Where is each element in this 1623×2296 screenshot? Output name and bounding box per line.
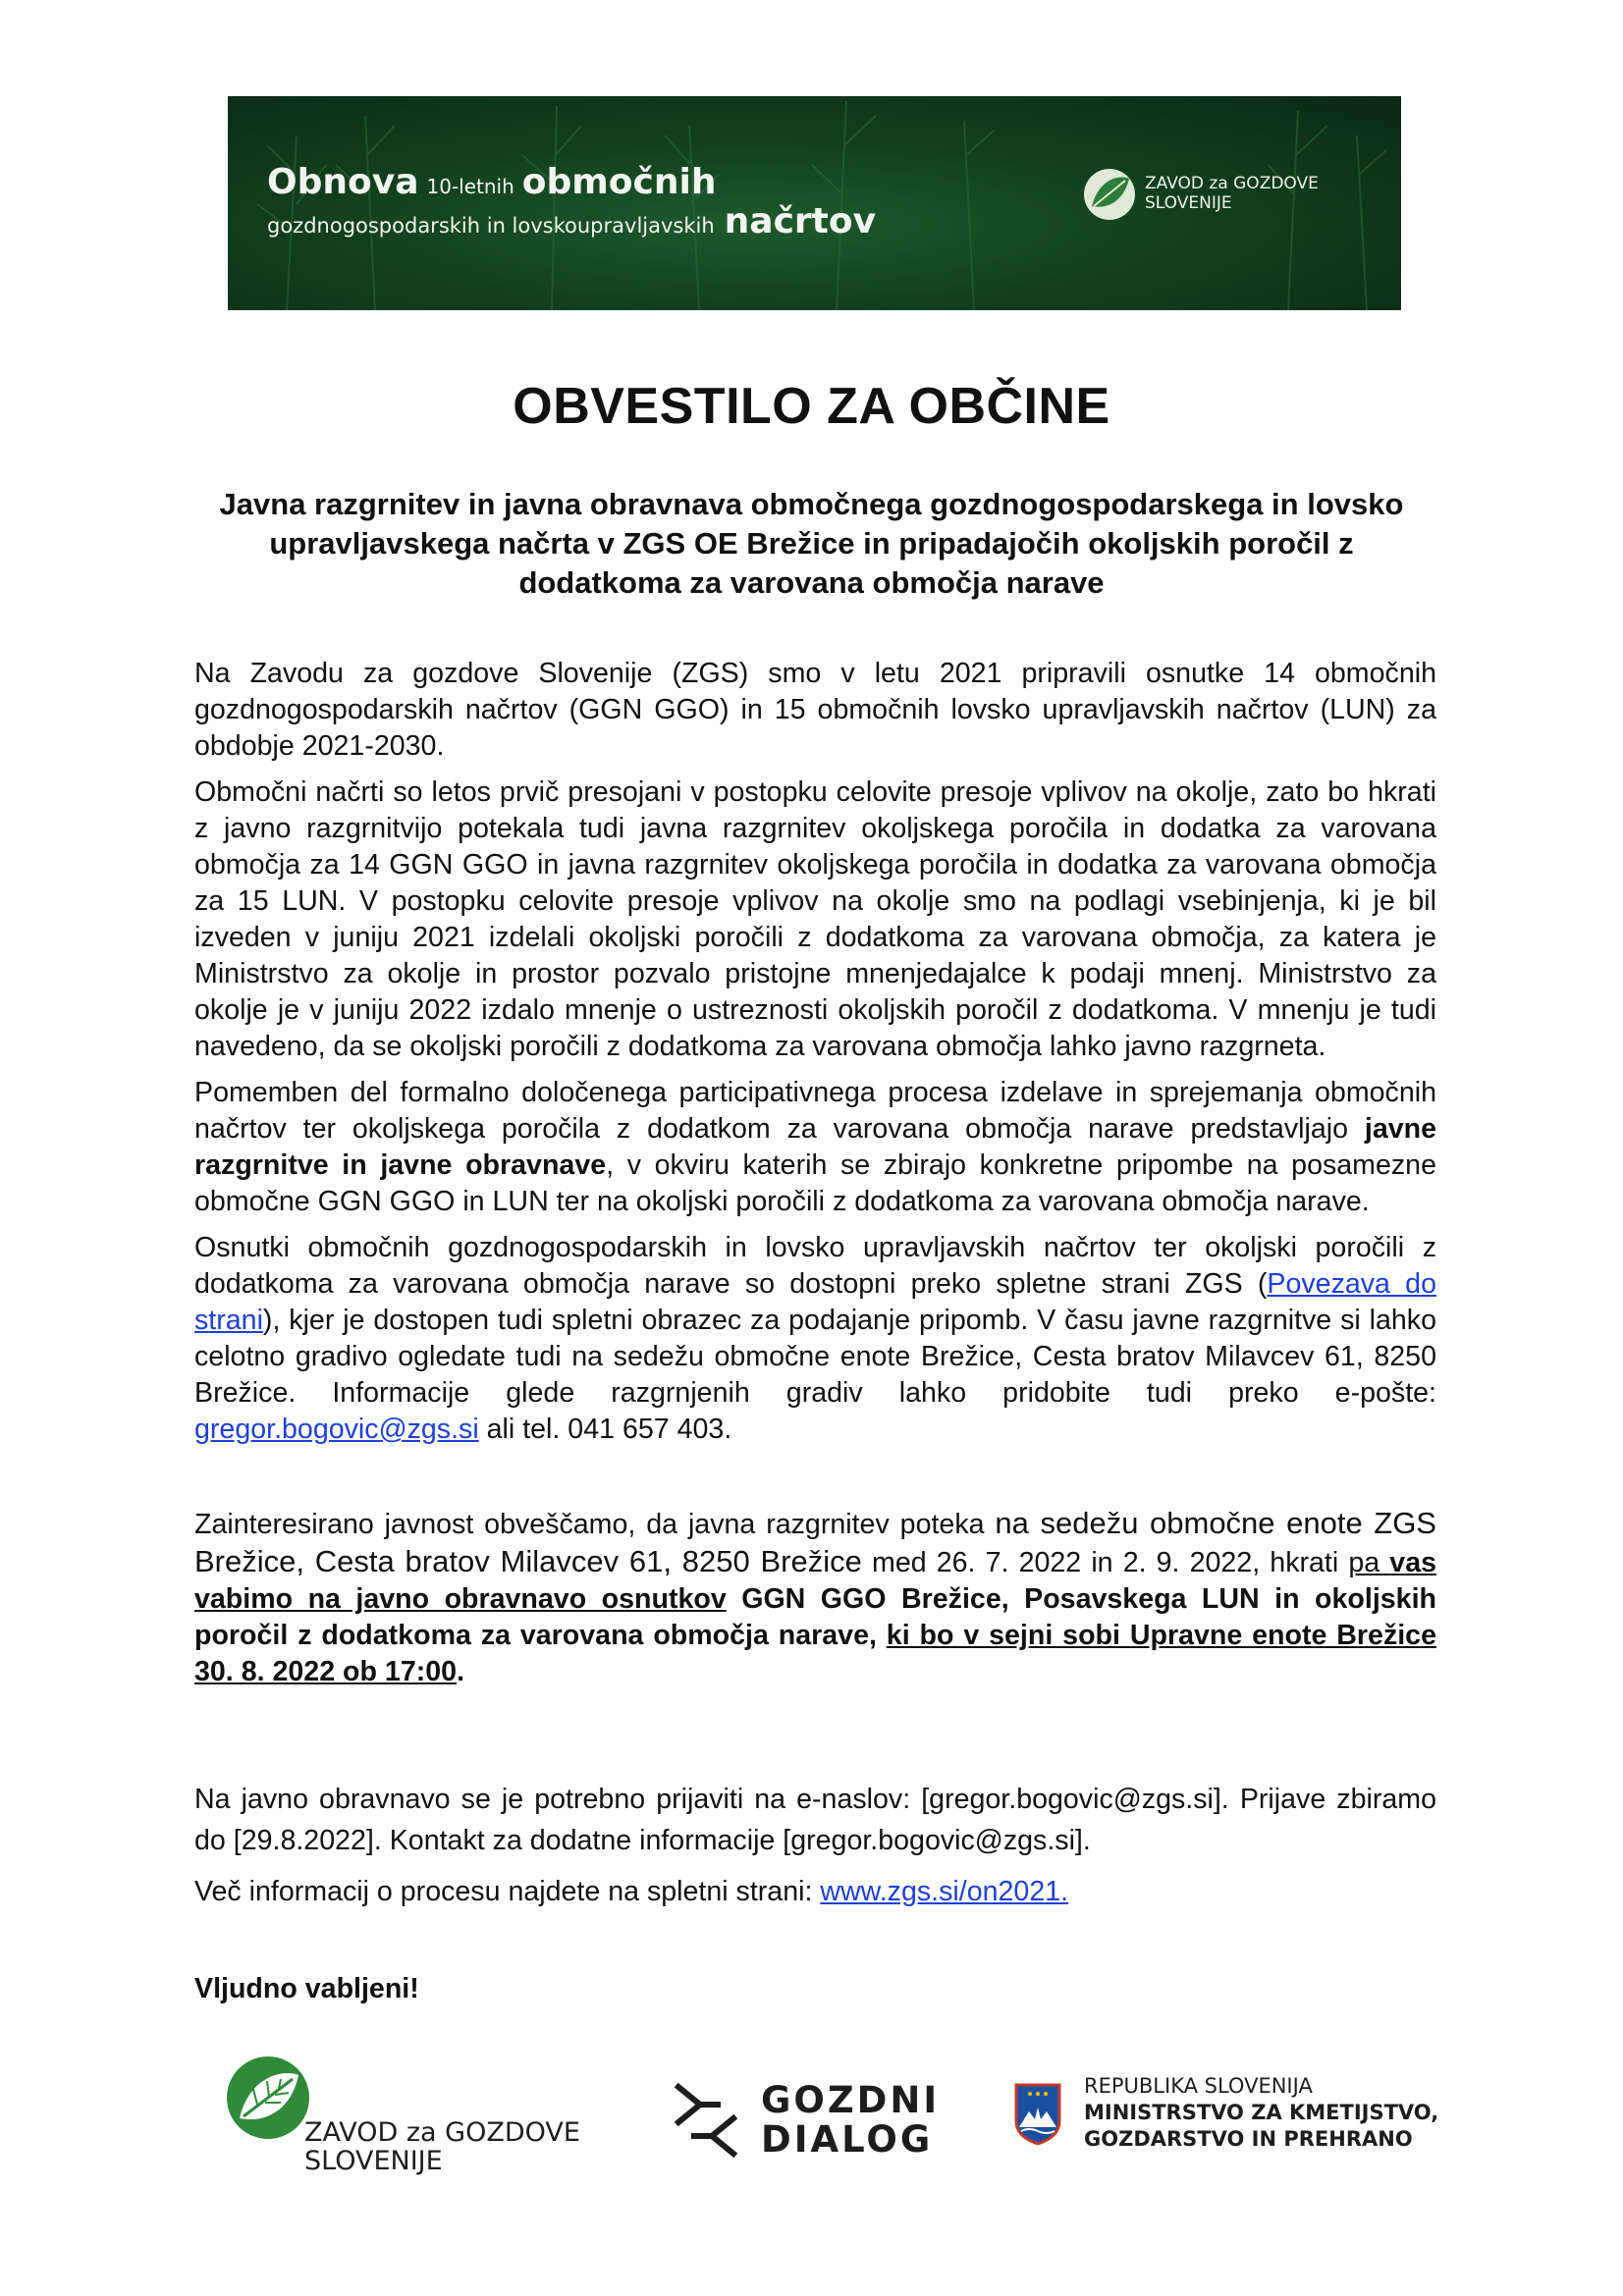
text-span: med 26. 7. 2022 in 2. 9. 2022, hkrati [861, 1547, 1349, 1578]
registration-section [194, 1779, 1436, 1922]
paragraph-participation [194, 1075, 1436, 1220]
banner-zgs-logo [1082, 167, 1319, 222]
header-banner [228, 96, 1401, 310]
banner-word-10-letnih: 10-letnih [426, 175, 514, 198]
text-span: Pomemben del formalno določenega participativnega procesa izdelave in sprejemanja območnih načrtov ter okoljskega poročila z dodatkom za varovana območja narave predstavljajo [194, 1077, 1436, 1145]
arrows-logo-icon [675, 2081, 737, 2160]
more-info [194, 1871, 1436, 1912]
paragraph-access [194, 1230, 1436, 1448]
registration-text: Na javno obravnavo se je potrebno prijaviti na e-naslov: [gregor.bogovic@zgs.si]. Prijave zbiramo do [29.8.2022]. Kontakt za dodatne informacije [gregor.bogovic@zgs.si]. [194, 1784, 1436, 1856]
ministry-line3: GOZDARSTVO IN PREHRANO [1084, 2127, 1413, 2151]
body-text [194, 656, 1436, 1700]
invitation-bold: vas vabimo na javno obravnavo osnutkov [194, 1547, 1437, 1615]
meeting-time: ki bo v sejni sobi Upravne enote Brežice 30. 8. 2022 ob 17:00 [194, 1620, 1436, 1687]
text-span: , v okviru katerih se zbirajo konkretne pripombe na posamezne območne GGN GGO in LUN ter na okoljski poročili z dodatkoma za varovana območja narave. [194, 1149, 1436, 1217]
coat-of-arms-icon [1013, 2082, 1062, 2145]
text-span: Več informacij o procesu najdete na spletni strani: [194, 1876, 821, 1907]
banner-word-obmocnih: območnih [521, 162, 717, 202]
gozdni-dialog-logo [675, 2081, 940, 2160]
ministry-line1: REPUBLIKA SLOVENIJA [1084, 2074, 1313, 2098]
underlined-text: pa [1348, 1547, 1390, 1578]
ministry-line2: MINISTRSTVO ZA KMETIJSTVO, [1084, 2101, 1439, 2124]
website-link[interactable]: www.zgs.si/on2021. [820, 1876, 1069, 1907]
leaf-logo-icon [224, 2054, 312, 2142]
page-subtitle: Javna razgrnitev in javna obravnava območnega gozdnogospodarskega in lovsko upravljavskega načrta v ZGS OE Brežice in pripadajočih okoljskih poročil z dodatkoma za varovana območja narave [219, 487, 1404, 600]
page-title: OBVESTILO ZA OBČINE [513, 378, 1110, 435]
leaf-logo-icon [1082, 167, 1137, 222]
paragraph-assessment: Območni načrti so letos prvič presojani v postopku celovite presoje vplivov na okolje, zato bo hkrati z javno razgrnitvijo potekala tudi javna razgrnitev okoljskega poročila in dodatka za varovana območja za 14 GGN GGO in javna razgrnitev okoljskega poročila in dodatka za varovana območja za 15 LUN. V postopku celovite presoje vplivov na okolje smo na podlagi vsebinjenja, ki je bil izveden v juniju 2021 izdelali okoljski poročili z dodatkoma za varovana območja, za katera je Ministrstvo za okolje in prostor pozvalo pristojne mnenjedajalce k podaji mnenj. Ministrstvo za okolje je v juniju 2022 izdalo mnenje o ustreznosti okoljskih poročil z dodatkoma. V mnenju je tudi navedeno, da se okoljski poročili z dodatkoma za varovana območja lahko javno razgrneta. [194, 776, 1436, 1062]
bold-text: javne razgrnitve in javne obravnave [194, 1113, 1436, 1181]
closing-text: Vljudno vabljeni! [194, 1973, 419, 2004]
banner-title [267, 162, 877, 241]
dialog-line2: DIALOG [761, 2118, 934, 2161]
text-span: Osnutki območnih gozdnogospodarskih in lovsko upravljavskih načrtov ter okoljski poročili z dodatkoma za varovana območja narave so dostopni preko spletne strani ZGS ( [194, 1232, 1436, 1300]
banner-word-nacrtov: načrtov [724, 201, 877, 241]
zgs-footer-logo [224, 2054, 580, 2176]
zgs-footer-line2: SLOVENIJE [304, 2146, 443, 2176]
ministry-logo [1013, 2073, 1438, 2153]
dialog-line1: GOZDNI [761, 2079, 941, 2121]
text-span: ali tel. 041 657 403. [478, 1414, 732, 1445]
banner-subline: gozdnogospodarskih in lovskoupravljavskih [267, 214, 715, 238]
banner-logo-line1: ZAVOD za GOZDOVE [1145, 174, 1319, 194]
bold-text: GGN GGO Brežice, Posavskega LUN in okoljskih poročil z dodatkoma za varovana območja narave, [194, 1583, 1436, 1651]
email-link[interactable]: gregor.bogovic@zgs.si [194, 1414, 479, 1445]
text-span: Zainteresirano javnost obveščamo, da javna razgrnitev poteka [194, 1509, 996, 1540]
paragraph-invitation [194, 1505, 1436, 1690]
location-text: na sedežu območne enote ZGS Brežice, Cesta bratov Milavcev 61, 8250 Brežice [194, 1506, 1436, 1578]
bold-text: . [457, 1656, 465, 1687]
text-span: ), kjer je dostopen tudi spletni obrazec za podajanje pripomb. V času javne razgrnitve si lahko celotno gradivo ogledate tudi na sedežu območne enote Brežice, Cesta bratov Milavcev 61, 8250 Brežice. Informacije glede razgrnjenih gradiv lahko pridobite tudi preko e-pošte: [194, 1305, 1436, 1409]
paragraph-intro: Na Zavodu za gozdove Slovenije (ZGS) smo v letu 2021 pripravili osnutke 14 območnih gozdnogospodarskih načrtov (GGN GGO) in 15 območnih lovsko upravljavskih načrtov (LUN) za obdobje 2021-2030. [194, 658, 1436, 762]
banner-word-obnova: Obnova [267, 162, 419, 202]
banner-logo-line2: SLOVENIJE [1145, 193, 1232, 213]
zgs-footer-line1: ZAVOD za GOZDOVE [304, 2117, 580, 2148]
povezava-link[interactable]: Povezava do strani [194, 1268, 1436, 1336]
